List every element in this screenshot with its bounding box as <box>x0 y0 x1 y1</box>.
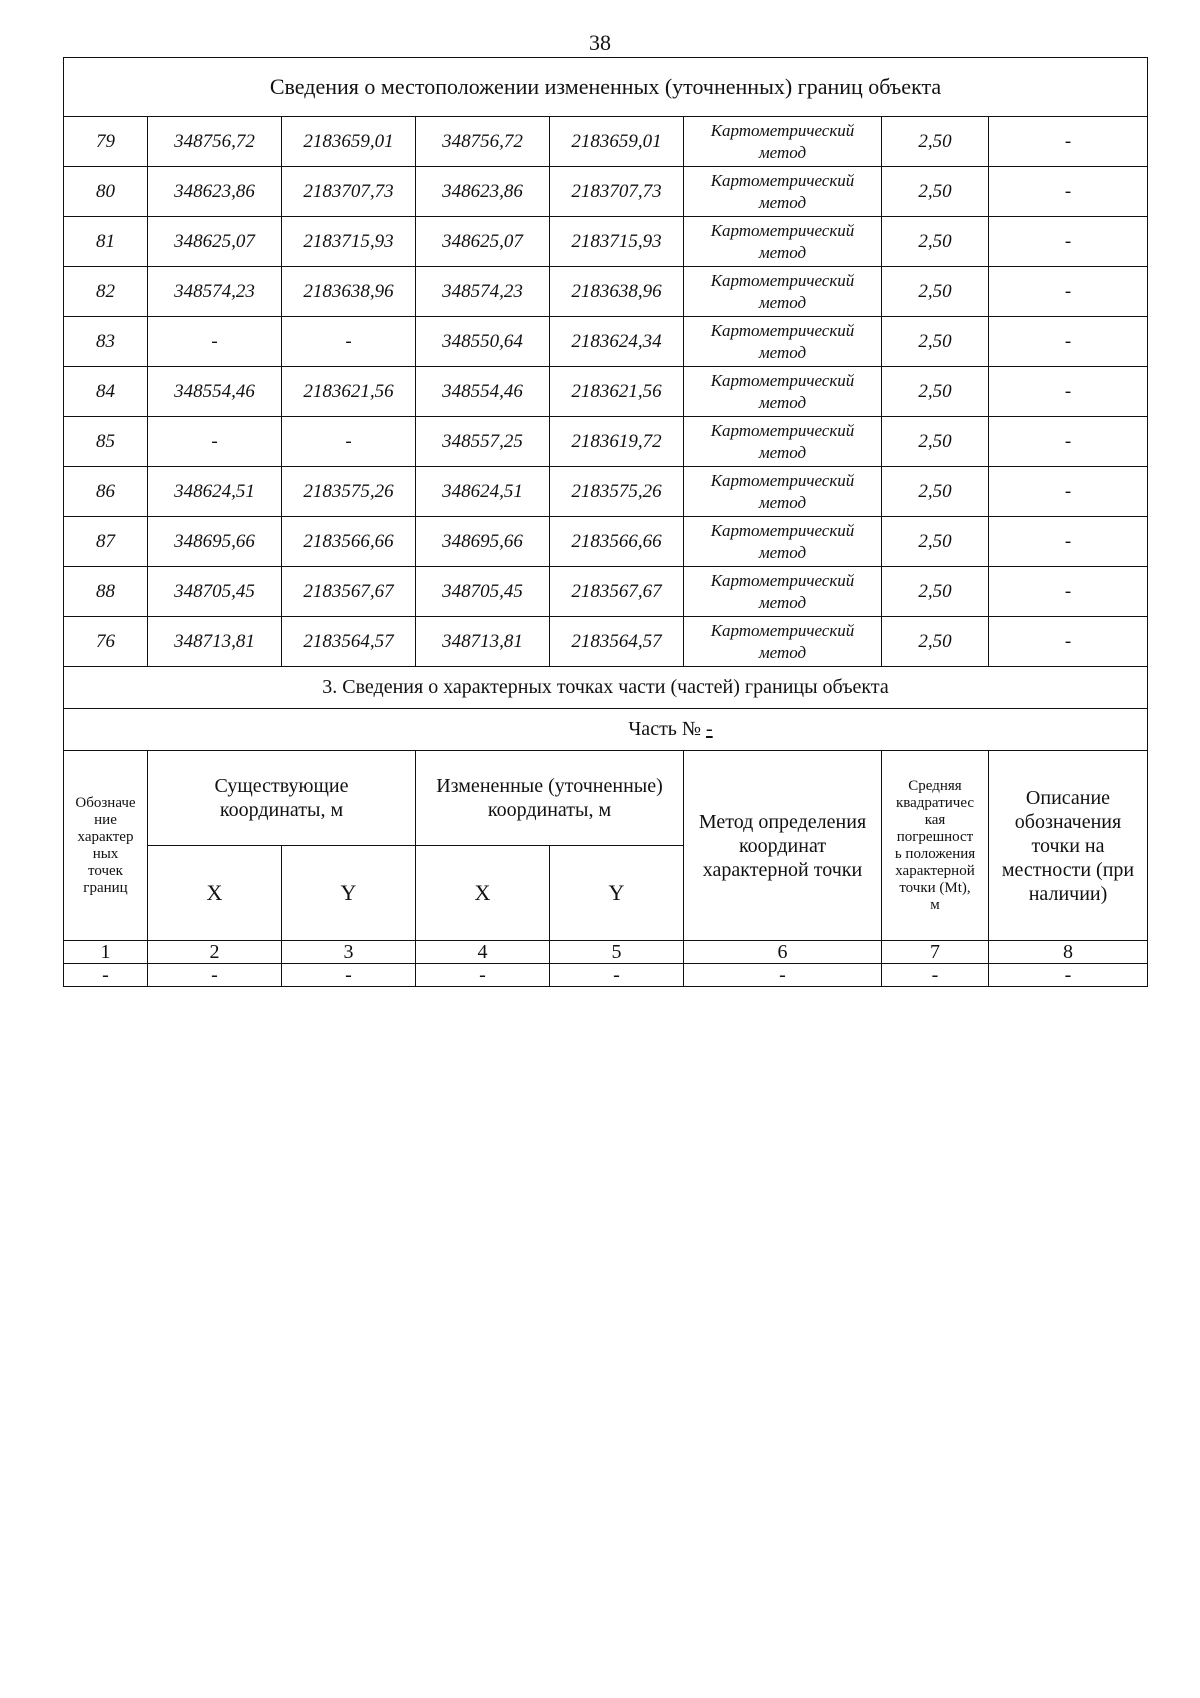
cell-n: 83 <box>64 317 148 367</box>
cell-y2: 2183619,72 <box>550 417 684 467</box>
column-number: 7 <box>882 941 989 964</box>
column-number: 2 <box>148 941 282 964</box>
cell-method <box>684 167 882 217</box>
cell-method <box>684 117 882 167</box>
cell-y1: 2183566,66 <box>282 517 416 567</box>
table-row <box>64 217 1148 267</box>
empty-cell: - <box>989 964 1148 987</box>
cell-x1: 348705,45 <box>148 567 282 617</box>
part-number <box>64 709 1148 751</box>
header-existing-coords <box>148 751 416 846</box>
empty-cell: - <box>416 964 550 987</box>
table-row <box>64 417 1148 467</box>
cell-mt: 2,50 <box>882 317 989 367</box>
cell-x1: 348554,46 <box>148 367 282 417</box>
cell-description: - <box>989 567 1148 617</box>
table-row <box>64 117 1148 167</box>
method-line: Картометрический <box>710 170 855 190</box>
cell-y2: 2183638,96 <box>550 267 684 317</box>
cell-n: 76 <box>64 617 148 667</box>
cell-method <box>684 367 882 417</box>
cell-description: - <box>989 367 1148 417</box>
cell-mt: 2,50 <box>882 217 989 267</box>
part-value: - <box>706 718 713 740</box>
method-line: Картометрический <box>710 120 855 140</box>
table-row <box>64 267 1148 317</box>
cell-y1: 2183567,67 <box>282 567 416 617</box>
method-line: метод <box>758 142 807 162</box>
header-error-line: характерной <box>895 862 975 879</box>
cell-mt: 2,50 <box>882 567 989 617</box>
cell-mt: 2,50 <box>882 517 989 567</box>
part-label: Часть № <box>628 718 702 740</box>
method-line: Картометрический <box>710 570 855 590</box>
method-line: Картометрический <box>710 370 855 390</box>
cell-x1: 348713,81 <box>148 617 282 667</box>
header-method-line: Метод определения <box>698 810 867 833</box>
method-line: метод <box>758 342 807 362</box>
empty-cell: - <box>148 964 282 987</box>
cell-description: - <box>989 167 1148 217</box>
cell-x2: 348624,51 <box>416 467 550 517</box>
cell-x1: 348756,72 <box>148 117 282 167</box>
cell-n: 85 <box>64 417 148 467</box>
cell-description: - <box>989 617 1148 667</box>
header-description-line: местности (при <box>1001 858 1135 881</box>
cell-mt: 2,50 <box>882 467 989 517</box>
method-line: Картометрический <box>710 520 855 540</box>
cell-mt: 2,50 <box>882 117 989 167</box>
cell-y1: 2183707,73 <box>282 167 416 217</box>
header-changed-coords-line: координаты, м <box>487 799 612 821</box>
method-line: Картометрический <box>710 620 855 640</box>
table-row <box>64 317 1148 367</box>
cell-y1: 2183575,26 <box>282 467 416 517</box>
method-line: Картометрический <box>710 220 855 240</box>
cell-description: - <box>989 317 1148 367</box>
cell-y2: 2183707,73 <box>550 167 684 217</box>
column-number: 5 <box>550 941 684 964</box>
header-existing-coords-line: координаты, м <box>219 799 344 821</box>
cell-x1: - <box>148 317 282 367</box>
cell-y1: 2183621,56 <box>282 367 416 417</box>
cell-mt: 2,50 <box>882 267 989 317</box>
cell-y1: - <box>282 317 416 367</box>
cell-description: - <box>989 417 1148 467</box>
header-error-line: погрешност <box>896 828 974 845</box>
cell-n: 80 <box>64 167 148 217</box>
cell-x2: 348625,07 <box>416 217 550 267</box>
method-line: метод <box>758 292 807 312</box>
header-point-designation-line: ние <box>94 811 117 828</box>
cell-y1: - <box>282 417 416 467</box>
cell-y2: 2183621,56 <box>550 367 684 417</box>
header-x: X <box>416 846 550 941</box>
header-description <box>989 751 1148 941</box>
header-error-line: квадратичес <box>895 794 975 811</box>
column-number: 3 <box>282 941 416 964</box>
cell-x2: 348756,72 <box>416 117 550 167</box>
header-description-line: Описание <box>1025 786 1111 809</box>
cell-x1: - <box>148 417 282 467</box>
cell-method <box>684 617 882 667</box>
method-line: метод <box>758 642 807 662</box>
cell-y1: 2183715,93 <box>282 217 416 267</box>
cell-x2: 348554,46 <box>416 367 550 417</box>
cell-mt: 2,50 <box>882 617 989 667</box>
cell-y2: 2183659,01 <box>550 117 684 167</box>
header-point-designation-line: характер <box>77 828 134 845</box>
column-number: 8 <box>989 941 1148 964</box>
header-error <box>882 751 989 941</box>
cell-description: - <box>989 217 1148 267</box>
empty-cell: - <box>64 964 148 987</box>
cell-n: 88 <box>64 567 148 617</box>
cell-x1: 348625,07 <box>148 217 282 267</box>
cell-x2: 348713,81 <box>416 617 550 667</box>
cell-description: - <box>989 517 1148 567</box>
header-description-line: наличии) <box>1028 882 1108 905</box>
header-changed-coords-line: Измененные (уточненные) <box>436 775 663 797</box>
cell-y2: 2183715,93 <box>550 217 684 267</box>
header-y: Y <box>282 846 416 941</box>
header-point-designation-line: ных <box>92 845 119 862</box>
cell-method <box>684 417 882 467</box>
cell-n: 84 <box>64 367 148 417</box>
header-description-line: точки на <box>1031 834 1105 857</box>
header-error-line: Средняя <box>908 777 962 794</box>
cell-method <box>684 217 882 267</box>
header-method <box>684 751 882 941</box>
method-line: метод <box>758 192 807 212</box>
cell-method <box>684 467 882 517</box>
method-line: метод <box>758 592 807 612</box>
cell-x1: 348695,66 <box>148 517 282 567</box>
cell-mt: 2,50 <box>882 367 989 417</box>
cell-x1: 348574,23 <box>148 267 282 317</box>
cell-x2: 348695,66 <box>416 517 550 567</box>
cell-method <box>684 517 882 567</box>
cell-x1: 348623,86 <box>148 167 282 217</box>
cell-y2: 2183566,66 <box>550 517 684 567</box>
method-line: метод <box>758 442 807 462</box>
boundary-table <box>63 57 1148 987</box>
cell-x2: 348574,23 <box>416 267 550 317</box>
table-row <box>64 964 1148 987</box>
cell-y1: 2183659,01 <box>282 117 416 167</box>
cell-y2: 2183567,67 <box>550 567 684 617</box>
empty-cell: - <box>882 964 989 987</box>
page-number: 38 <box>589 30 611 55</box>
cell-x2: 348623,86 <box>416 167 550 217</box>
cell-x2: 348705,45 <box>416 567 550 617</box>
cell-method <box>684 267 882 317</box>
cell-mt: 2,50 <box>882 417 989 467</box>
cell-mt: 2,50 <box>882 167 989 217</box>
method-line: Картометрический <box>710 470 855 490</box>
method-line: метод <box>758 242 807 262</box>
cell-n: 82 <box>64 267 148 317</box>
header-error-line: точки (Mt), <box>899 879 971 896</box>
method-line: метод <box>758 492 807 512</box>
empty-cell: - <box>282 964 416 987</box>
table-row <box>64 617 1148 667</box>
empty-cell: - <box>684 964 882 987</box>
method-line: метод <box>758 392 807 412</box>
cell-method <box>684 317 882 367</box>
header-point-designation <box>64 751 148 941</box>
section-title: Сведения о местоположении измененных (уточненных) границ объекта <box>64 58 1148 117</box>
column-number: 4 <box>416 941 550 964</box>
cell-description: - <box>989 117 1148 167</box>
table-row <box>64 167 1148 217</box>
header-error-line: кая <box>924 811 946 828</box>
cell-x1: 348624,51 <box>148 467 282 517</box>
header-description-line: обозначения <box>1014 810 1122 833</box>
header-point-designation-line: границ <box>83 879 128 896</box>
cell-x2: 348550,64 <box>416 317 550 367</box>
method-line: метод <box>758 542 807 562</box>
cell-y1: 2183638,96 <box>282 267 416 317</box>
method-line: Картометрический <box>710 270 855 290</box>
cell-y1: 2183564,57 <box>282 617 416 667</box>
header-existing-coords-line: Существующие <box>214 775 349 797</box>
cell-n: 87 <box>64 517 148 567</box>
header-error-line: м <box>930 896 940 913</box>
cell-y2: 2183564,57 <box>550 617 684 667</box>
header-y: Y <box>550 846 684 941</box>
header-changed-coords <box>416 751 684 846</box>
cell-x2: 348557,25 <box>416 417 550 467</box>
cell-y2: 2183624,34 <box>550 317 684 367</box>
header-error-line: ь положения <box>894 845 976 862</box>
method-line: Картометрический <box>710 320 855 340</box>
cell-description: - <box>989 467 1148 517</box>
header-x: X <box>148 846 282 941</box>
cell-description: - <box>989 267 1148 317</box>
table-row <box>64 467 1148 517</box>
header-method-line: координат <box>738 834 827 857</box>
cell-method <box>684 567 882 617</box>
cell-n: 79 <box>64 117 148 167</box>
header-method-line: характерной точки <box>702 858 863 881</box>
table-row <box>64 367 1148 417</box>
cell-n: 86 <box>64 467 148 517</box>
cell-n: 81 <box>64 217 148 267</box>
header-point-designation-line: точек <box>88 862 123 879</box>
column-number: 6 <box>684 941 882 964</box>
empty-cell: - <box>550 964 684 987</box>
header-point-designation-line: Обозначе <box>75 794 136 811</box>
method-line: Картометрический <box>710 420 855 440</box>
table-row <box>64 517 1148 567</box>
section3-title: 3. Сведения о характерных точках части (частей) границы объекта <box>64 667 1148 709</box>
table-row <box>64 567 1148 617</box>
column-number: 1 <box>64 941 148 964</box>
cell-y2: 2183575,26 <box>550 467 684 517</box>
